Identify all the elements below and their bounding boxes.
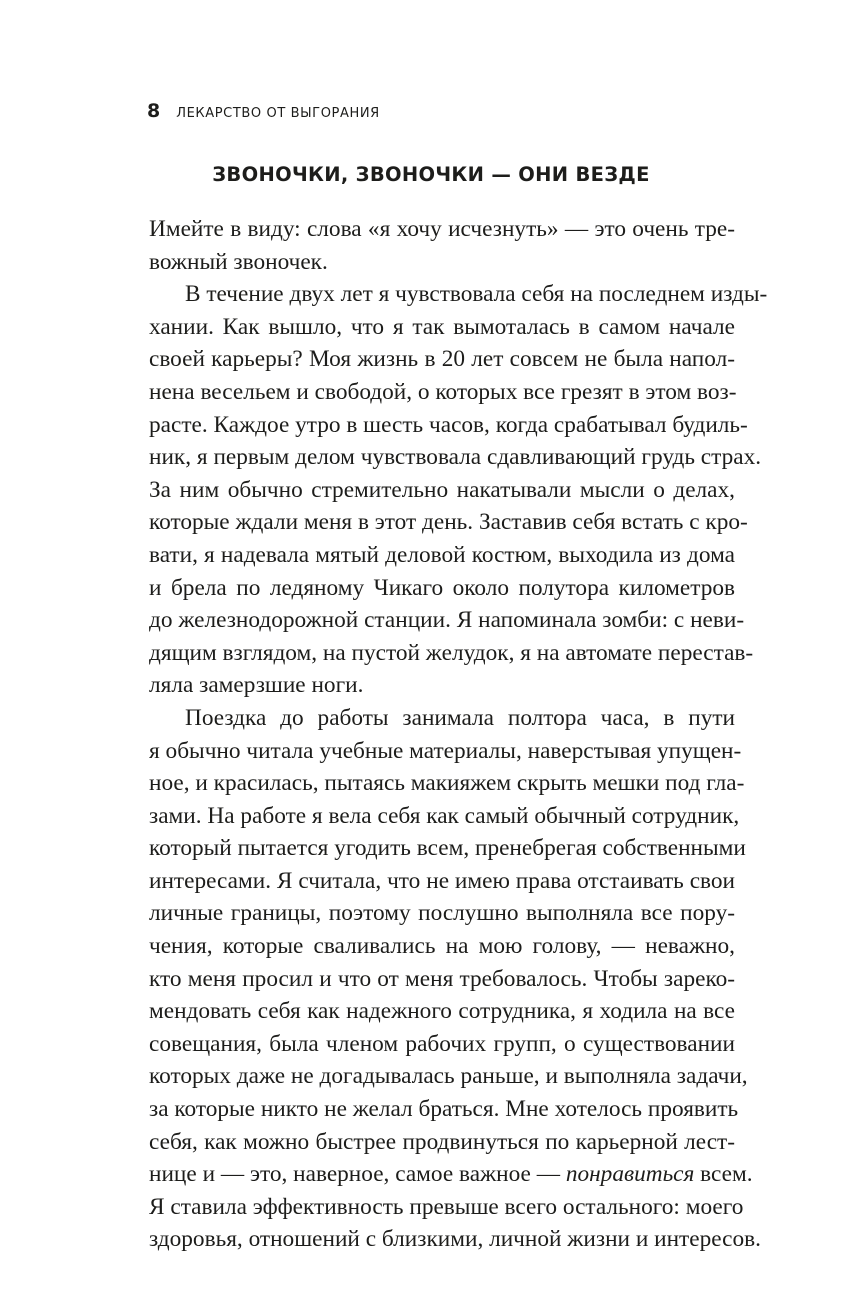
text-line: до железнодорожной станции. Я напоминала зомби: с неви- <box>149 607 745 634</box>
text-line: Поездка до работы занимала полтора часа, в пути <box>185 704 735 731</box>
page-number: 8 <box>147 100 161 122</box>
text-line: за которые никто не желал браться. Мне хотелось проявить <box>149 1096 739 1123</box>
text-line: интересами. Я считала, что не имею права отстаивать свои <box>149 867 735 894</box>
text-line: вожный звоночек. <box>149 248 328 275</box>
section-heading: ЗВОНОЧКИ, ЗВОНОЧКИ — ОНИ ВЕЗДЕ <box>212 163 650 186</box>
text-line: мендовать себя как надежного сотрудника, я ходила на все <box>149 998 735 1025</box>
body-text <box>149 213 768 1256</box>
text-line: Я ставила эффективность превыше всего остального: моего <box>149 1193 744 1220</box>
text-line: чения, которые сваливались на мою голову, — неважно, <box>149 933 735 960</box>
text-line: расте. Каждое утро в шесть часов, когда срабатывал будиль- <box>149 411 748 438</box>
text-line: которые ждали меня в этот день. Заставив себя встать с кро- <box>149 509 748 536</box>
text-line: здоровья, отношений с близкими, личной жизни и интересов. <box>149 1226 761 1253</box>
text-line: хании. Как вышло, что я так вымоталась в самом начале <box>149 313 735 340</box>
text-line: я обычно читала учебные материалы, наверстывая упущен- <box>149 737 742 764</box>
text-line: зами. На работе я вела себя как самый обычный сотрудник, <box>149 802 740 829</box>
paragraph <box>149 278 768 702</box>
text-line: совещания, была членом рабочих групп, о существовании <box>149 1030 735 1057</box>
book-title: ЛЕКАРСТВО ОТ ВЫГОРАНИЯ <box>176 106 380 121</box>
text-line: дящим взглядом, на пустой желудок, я на автомате перестав- <box>149 639 754 666</box>
text-line: ное, и красилась, пытаясь макияжем скрыть мешки под гла- <box>149 770 745 797</box>
emphasis: понравиться <box>565 1161 695 1188</box>
text-line: В течение двух лет я чувствовала себя на последнем изды- <box>185 281 768 308</box>
text-line: кто меня просил и что от меня требовалось. Чтобы зареко- <box>149 965 735 992</box>
text-line: нице и — это, наверное, самое важное — понравиться всем. <box>149 1161 753 1188</box>
text-line: которых даже не догадывалась раньше, и выполняла задачи, <box>149 1063 748 1090</box>
text-line: и брела по ледяному Чикаго около полутора километров <box>149 574 735 601</box>
text-line: личные границы, поэтому послушно выполняла все пору- <box>149 900 735 927</box>
text-line: нена весельем и свободой, о которых все грезят в этом воз- <box>149 378 737 405</box>
text-line: Имейте в виду: слова «я хочу исчезнуть» — это очень тре- <box>149 216 735 242</box>
text-line: вати, я надевала мятый деловой костюм, выходила из дома <box>149 541 735 568</box>
running-head <box>147 100 380 122</box>
text-line: который пытается угодить всем, пренебрегая собственными <box>149 835 746 862</box>
paragraph <box>149 213 735 278</box>
text-line: ник, я первым делом чувствовала сдавливающий грудь страх. <box>149 444 762 471</box>
text-line: своей карьеры? Моя жизнь в 20 лет совсем не была напол- <box>149 346 735 373</box>
paragraph <box>149 702 761 1256</box>
text-line: себя, как можно быстрее продвинуться по карьерной лест- <box>149 1128 735 1155</box>
text-line: ляла замерзшие ноги. <box>149 672 364 699</box>
text-line: За ним обычно стремительно накатывали мысли о делах, <box>149 476 735 503</box>
